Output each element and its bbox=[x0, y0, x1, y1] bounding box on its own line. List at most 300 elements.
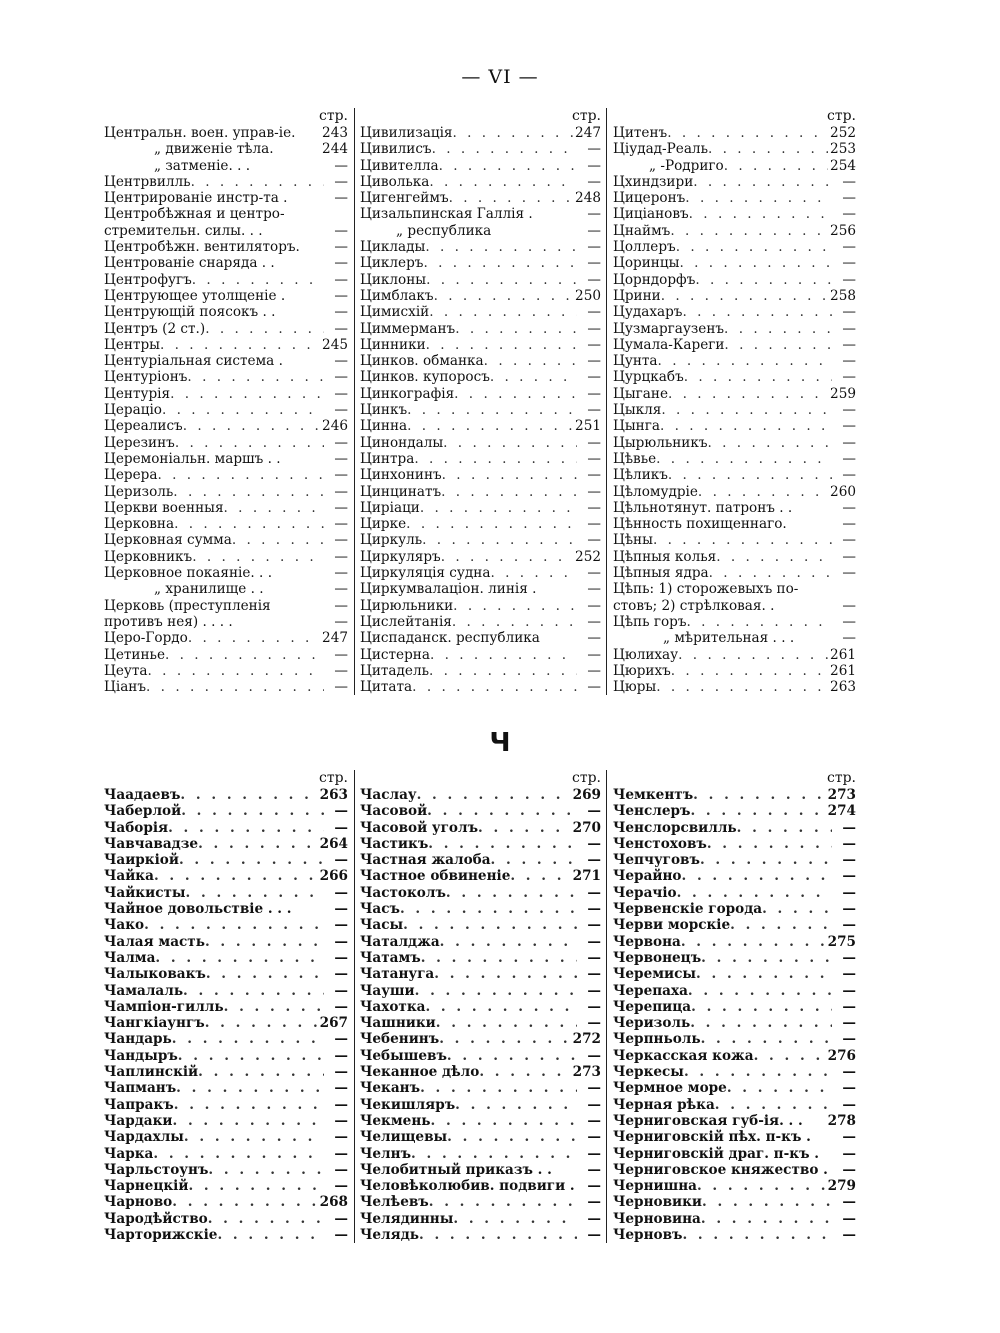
entry-page: — bbox=[334, 613, 348, 630]
index-entry bbox=[613, 820, 856, 836]
leader-dots bbox=[432, 141, 577, 157]
entry-page: 272 bbox=[572, 1031, 601, 1048]
index-entry bbox=[360, 1146, 601, 1162]
leader-dots bbox=[724, 158, 828, 174]
index-entry bbox=[613, 418, 856, 434]
leader-dots bbox=[188, 630, 320, 646]
entry-term: Часовой уголъ bbox=[360, 819, 479, 836]
index-entry bbox=[613, 304, 856, 320]
page-column-header: стр. bbox=[572, 108, 601, 124]
entry-page: — bbox=[842, 173, 856, 190]
leader-dots bbox=[183, 983, 324, 999]
leader-dots bbox=[684, 369, 832, 385]
entry-term: Церковная сумма bbox=[104, 532, 232, 549]
entry-page: — bbox=[842, 271, 856, 288]
index-entry bbox=[613, 966, 856, 982]
entry-term: Центуріальная система . bbox=[104, 353, 283, 370]
index-entry bbox=[613, 950, 856, 966]
entry-term: Чайка bbox=[104, 868, 154, 885]
index-entry bbox=[104, 532, 348, 548]
leader-dots bbox=[730, 917, 832, 933]
leader-dots bbox=[702, 1194, 832, 1210]
index-entry bbox=[104, 581, 348, 597]
index-column-1 bbox=[104, 108, 354, 695]
entry-term: „ затменіе. . . bbox=[154, 157, 251, 174]
entry-page: — bbox=[334, 949, 348, 966]
leader-dots bbox=[682, 1227, 832, 1243]
leader-dots bbox=[661, 402, 832, 418]
entry-term: Цѣпныя ядра bbox=[613, 565, 709, 582]
index-entry bbox=[613, 1162, 856, 1178]
entry-term: Чародѣйство bbox=[104, 1210, 208, 1227]
entry-term: Цивилизація bbox=[360, 125, 453, 141]
entry-page: — bbox=[587, 597, 601, 614]
entry-page: — bbox=[334, 402, 348, 419]
entry-term: Циркуль bbox=[360, 532, 423, 549]
entry-term: Черниговская губ-ія. . . bbox=[613, 1112, 803, 1129]
index-entry bbox=[104, 1048, 348, 1064]
entry-term: „ хранилище . . bbox=[154, 581, 264, 598]
index-entry bbox=[104, 630, 348, 646]
entry-term: Цимблакъ bbox=[360, 287, 434, 304]
index-entry bbox=[104, 125, 348, 141]
entry-page: — bbox=[334, 483, 348, 500]
index-entry bbox=[104, 516, 348, 532]
index-entry bbox=[613, 787, 856, 803]
index-entry bbox=[104, 435, 348, 451]
index-entry bbox=[104, 500, 348, 516]
entry-page: 253 bbox=[830, 141, 856, 158]
entry-page: — bbox=[842, 467, 856, 484]
leader-dots bbox=[426, 272, 577, 288]
index-entry bbox=[104, 467, 348, 483]
entry-term: Цыгане bbox=[613, 385, 669, 402]
entry-page: 256 bbox=[830, 222, 856, 239]
leader-dots bbox=[691, 999, 832, 1015]
entry-term: Цицеронъ bbox=[613, 190, 686, 207]
leader-dots bbox=[701, 950, 832, 966]
entry-term: Челобитный приказъ . . bbox=[360, 1161, 552, 1178]
entry-term: Черная рѣка bbox=[613, 1096, 715, 1113]
index-entry bbox=[613, 255, 856, 271]
leader-dots bbox=[412, 679, 577, 695]
index-entry bbox=[104, 787, 348, 803]
index-entry bbox=[104, 239, 348, 255]
index-entry bbox=[360, 852, 601, 868]
leader-dots bbox=[434, 288, 573, 304]
entry-term: Черниговскій пѣх. п-къ . bbox=[613, 1129, 811, 1146]
index-entry bbox=[360, 337, 601, 353]
index-entry bbox=[613, 451, 856, 467]
index-column-2 bbox=[354, 770, 606, 1243]
index-entry bbox=[613, 614, 856, 630]
index-entry bbox=[360, 435, 601, 451]
entry-page: — bbox=[842, 450, 856, 467]
entry-term: Ченслеръ bbox=[613, 803, 691, 820]
entry-page: 270 bbox=[572, 819, 601, 836]
entry-page: — bbox=[334, 173, 348, 190]
entry-page: — bbox=[587, 1145, 601, 1162]
entry-term: Цнаймъ bbox=[613, 222, 671, 239]
entry-term: Центурія bbox=[104, 385, 171, 402]
index-entry bbox=[613, 402, 856, 418]
entry-page: — bbox=[587, 222, 601, 239]
leader-dots bbox=[407, 402, 577, 418]
section-letter: Ч bbox=[489, 728, 511, 758]
entry-term: Часлау bbox=[360, 787, 417, 803]
entry-page: — bbox=[334, 1129, 348, 1146]
leader-dots bbox=[447, 1129, 577, 1145]
leader-dots bbox=[157, 467, 324, 483]
entry-page: — bbox=[587, 917, 601, 934]
entry-page: — bbox=[334, 597, 348, 614]
leader-dots bbox=[148, 663, 324, 679]
entry-term: Цюры bbox=[613, 679, 657, 696]
entry-page: — bbox=[334, 385, 348, 402]
leader-dots bbox=[685, 190, 832, 206]
entry-term: Черновики bbox=[613, 1194, 703, 1211]
entry-page: — bbox=[842, 613, 856, 630]
entry-term: Циклоны bbox=[360, 271, 427, 288]
entry-page: 247 bbox=[322, 630, 348, 647]
leader-dots bbox=[208, 1211, 324, 1227]
index-entry bbox=[360, 467, 601, 483]
leader-dots bbox=[417, 787, 571, 803]
entry-term: стремительн. силы. . . bbox=[104, 222, 263, 239]
entry-page: — bbox=[587, 835, 601, 852]
page-column-header: стр. bbox=[319, 108, 348, 124]
entry-page: — bbox=[842, 917, 856, 934]
index-entry bbox=[613, 353, 856, 369]
index-entry bbox=[104, 1211, 348, 1227]
leader-dots bbox=[491, 852, 577, 868]
entry-term: Цоринцы bbox=[613, 255, 680, 272]
entry-term: Центрвилль bbox=[104, 173, 191, 190]
entry-page: — bbox=[587, 1227, 601, 1244]
entry-page: — bbox=[334, 222, 348, 239]
index-entry bbox=[613, 174, 856, 190]
entry-term: Цитадель bbox=[360, 662, 429, 679]
index-entry bbox=[613, 565, 856, 581]
entry-term: Цыкля bbox=[613, 402, 662, 419]
index-entry bbox=[613, 983, 856, 999]
leader-dots bbox=[707, 836, 832, 852]
leader-dots bbox=[429, 304, 577, 320]
entry-page: — bbox=[334, 1210, 348, 1227]
index-entry bbox=[104, 1031, 348, 1047]
index-entry bbox=[360, 885, 601, 901]
index-entry bbox=[360, 901, 601, 917]
entry-term: Чарторижскіе bbox=[104, 1227, 218, 1244]
index-entry bbox=[104, 565, 348, 581]
page-column-header: стр. bbox=[319, 770, 348, 786]
index-entry bbox=[104, 679, 348, 695]
entry-term: Черкесы bbox=[613, 1064, 684, 1081]
index-entry bbox=[360, 239, 601, 255]
entry-term: Центры bbox=[104, 336, 161, 353]
entry-term: Цумала-Кареги bbox=[613, 336, 725, 353]
entry-term: Цѣвье bbox=[613, 450, 657, 467]
entry-term: Цѣломудріе bbox=[613, 483, 698, 500]
index-entry bbox=[360, 288, 601, 304]
entry-page: 261 bbox=[830, 646, 856, 663]
entry-page: — bbox=[587, 1178, 601, 1195]
entry-page: — bbox=[842, 418, 856, 435]
leader-dots bbox=[661, 288, 828, 304]
index-entry bbox=[360, 1048, 601, 1064]
leader-dots bbox=[701, 1211, 832, 1227]
entry-term: „ республика bbox=[396, 222, 492, 239]
entry-page: 250 bbox=[575, 287, 601, 304]
leader-dots bbox=[724, 337, 832, 353]
index-entry bbox=[104, 901, 348, 917]
index-entry bbox=[613, 500, 856, 516]
leader-dots bbox=[716, 549, 832, 565]
index-entry bbox=[104, 206, 348, 222]
entry-page: 263 bbox=[830, 679, 856, 696]
entry-term: Церемоніальн. маршъ . . bbox=[104, 450, 281, 467]
entry-term: Цунта bbox=[613, 353, 658, 370]
entry-page: — bbox=[587, 271, 601, 288]
index-entry bbox=[104, 966, 348, 982]
entry-page: — bbox=[587, 173, 601, 190]
leader-dots bbox=[174, 1097, 324, 1113]
entry-page: — bbox=[587, 206, 601, 223]
entry-page: — bbox=[334, 901, 348, 918]
entry-term: Цинков. обманка bbox=[360, 353, 484, 370]
leader-dots bbox=[162, 402, 324, 418]
entry-term: Цирке bbox=[360, 516, 407, 533]
entry-term: Церковна bbox=[104, 516, 175, 533]
entry-page: — bbox=[842, 819, 856, 836]
entry-term: Чекишляръ bbox=[360, 1096, 456, 1113]
entry-term: Чекмень bbox=[360, 1112, 431, 1129]
index-entry bbox=[104, 950, 348, 966]
leader-dots bbox=[422, 532, 577, 548]
entry-page: — bbox=[587, 141, 601, 158]
index-entry bbox=[360, 836, 601, 852]
entry-term: Чангкіаунгъ bbox=[104, 1015, 205, 1032]
leader-dots bbox=[188, 1178, 324, 1194]
entry-term: Цинкографія bbox=[360, 385, 455, 402]
entry-term: Чапракъ bbox=[104, 1096, 174, 1113]
index-entry bbox=[613, 1064, 856, 1080]
leader-dots bbox=[452, 614, 577, 630]
entry-term: Частное обвиненіе bbox=[360, 868, 511, 885]
index-entry bbox=[360, 917, 601, 933]
entry-term: Чарльстоунъ bbox=[104, 1161, 209, 1178]
index-entry bbox=[104, 917, 348, 933]
leader-dots bbox=[693, 787, 825, 803]
leader-dots bbox=[420, 1080, 577, 1096]
index-entry bbox=[104, 1064, 348, 1080]
entry-page: — bbox=[842, 434, 856, 451]
leader-dots bbox=[179, 852, 324, 868]
leader-dots bbox=[165, 647, 324, 663]
entry-page: — bbox=[334, 467, 348, 484]
entry-term: Цинондалы bbox=[360, 434, 444, 451]
entry-term: Чаплинскій bbox=[104, 1064, 199, 1081]
index-column-1 bbox=[104, 770, 354, 1243]
index-entry bbox=[360, 304, 601, 320]
leader-dots bbox=[682, 304, 832, 320]
index-entry bbox=[613, 1048, 856, 1064]
index-entry bbox=[104, 223, 348, 239]
leader-dots bbox=[484, 353, 577, 369]
index-entry bbox=[104, 402, 348, 418]
entry-term: Часы bbox=[360, 917, 404, 934]
index-entry bbox=[104, 836, 348, 852]
leader-dots bbox=[670, 223, 828, 239]
entry-page: — bbox=[587, 949, 601, 966]
entry-page: 263 bbox=[319, 787, 348, 803]
entry-term: Чатамъ bbox=[360, 949, 421, 966]
leader-dots bbox=[479, 1064, 570, 1080]
entry-page: 254 bbox=[830, 157, 856, 174]
entry-term: Ціудад-Реаль bbox=[613, 141, 708, 158]
index-entry bbox=[613, 386, 856, 402]
entry-term: Черпньоль bbox=[613, 1031, 701, 1048]
entry-page: — bbox=[334, 499, 348, 516]
entry-term: Черкасская кожа bbox=[613, 1047, 754, 1064]
index-entry bbox=[360, 484, 601, 500]
entry-page: — bbox=[842, 190, 856, 207]
index-entry bbox=[613, 467, 856, 483]
entry-page: 252 bbox=[575, 548, 601, 565]
entry-page: — bbox=[842, 206, 856, 223]
entry-term: Чатануга bbox=[360, 966, 435, 983]
leader-dots bbox=[454, 386, 577, 402]
leader-dots bbox=[198, 1064, 324, 1080]
entry-page: — bbox=[334, 679, 348, 696]
leader-dots bbox=[679, 255, 832, 271]
leader-dots bbox=[174, 516, 324, 532]
index-entry bbox=[360, 803, 601, 819]
index-entry bbox=[360, 532, 601, 548]
index-entry bbox=[104, 1113, 348, 1129]
entry-page: — bbox=[842, 982, 856, 999]
entry-page: — bbox=[842, 835, 856, 852]
leader-dots bbox=[205, 321, 324, 337]
entry-term: Цѣнность похищеннаго. bbox=[613, 516, 787, 533]
leader-dots bbox=[708, 435, 832, 451]
entry-page: — bbox=[842, 255, 856, 272]
entry-term: Чако bbox=[104, 917, 145, 934]
index-entry bbox=[360, 983, 601, 999]
index-column-2 bbox=[354, 108, 606, 695]
entry-page: — bbox=[587, 998, 601, 1015]
index-entry bbox=[104, 288, 348, 304]
leader-dots bbox=[709, 565, 832, 581]
entry-page: — bbox=[842, 304, 856, 321]
entry-term: Цорндорфъ bbox=[613, 271, 696, 288]
entry-term: Черви морскіе bbox=[613, 917, 731, 934]
entry-page: — bbox=[587, 613, 601, 630]
entry-term: Черепица bbox=[613, 998, 692, 1015]
entry-term: Цирюльники bbox=[360, 597, 454, 614]
entry-page: — bbox=[334, 884, 348, 901]
index-entry bbox=[613, 435, 856, 451]
index-entry bbox=[613, 803, 856, 819]
entry-page: — bbox=[334, 852, 348, 869]
index-entry bbox=[613, 239, 856, 255]
entry-term: Центрующее утолщеніе . bbox=[104, 287, 286, 304]
index-entry bbox=[104, 885, 348, 901]
entry-page: 267 bbox=[319, 1015, 348, 1032]
entry-term: Цивилисъ bbox=[360, 141, 432, 158]
leader-dots bbox=[192, 549, 324, 565]
index-entry bbox=[613, 532, 856, 548]
entry-page: — bbox=[842, 1031, 856, 1048]
index-entry bbox=[360, 787, 601, 803]
index-entry bbox=[360, 500, 601, 516]
entry-term: Цинтра bbox=[360, 450, 415, 467]
entry-page: — bbox=[587, 450, 601, 467]
entry-term: Церизоль bbox=[104, 483, 174, 500]
entry-term: Циклады bbox=[360, 239, 426, 256]
entry-page: — bbox=[334, 1178, 348, 1195]
entry-page: — bbox=[587, 646, 601, 663]
index-entry bbox=[360, 206, 601, 222]
entry-term: Черновина bbox=[613, 1210, 701, 1227]
entry-term: Частоколъ bbox=[360, 884, 446, 901]
entry-page: 258 bbox=[830, 287, 856, 304]
index-entry bbox=[613, 836, 856, 852]
leader-dots bbox=[695, 272, 832, 288]
leader-dots bbox=[170, 386, 324, 402]
index-entry bbox=[360, 353, 601, 369]
leader-dots bbox=[400, 901, 577, 917]
entry-term: „ -Родриго bbox=[649, 157, 724, 174]
index-entry bbox=[104, 820, 348, 836]
leader-dots bbox=[671, 663, 828, 679]
entry-page: — bbox=[587, 982, 601, 999]
leader-dots bbox=[420, 500, 577, 516]
leader-dots bbox=[436, 1015, 577, 1031]
leader-dots bbox=[419, 1227, 577, 1243]
entry-term: Чайное довольствіе . . . bbox=[104, 901, 292, 918]
index-block-ch bbox=[104, 770, 856, 1243]
entry-term: Чаберлой bbox=[104, 803, 182, 820]
entry-page: — bbox=[842, 998, 856, 1015]
entry-page: — bbox=[334, 353, 348, 370]
entry-term: Червонецъ bbox=[613, 949, 702, 966]
entry-term: Чалма bbox=[104, 949, 156, 966]
entry-page: — bbox=[587, 353, 601, 370]
index-entry bbox=[360, 516, 601, 532]
entry-page: — bbox=[587, 1096, 601, 1113]
entry-page: — bbox=[587, 304, 601, 321]
entry-page: — bbox=[842, 402, 856, 419]
leader-dots bbox=[430, 647, 577, 663]
entry-page: — bbox=[334, 1064, 348, 1081]
entry-term: Цинна bbox=[360, 418, 408, 435]
leader-dots bbox=[676, 239, 832, 255]
entry-term: Чамалаль bbox=[104, 982, 184, 999]
index-entry bbox=[360, 255, 601, 271]
entry-term: Чаадаевъ bbox=[104, 787, 181, 803]
index-entry bbox=[360, 141, 601, 157]
entry-term: Ченстоховъ bbox=[613, 835, 707, 852]
index-entry bbox=[104, 418, 348, 434]
entry-term: Цынга bbox=[613, 418, 660, 435]
index-entry bbox=[104, 369, 348, 385]
entry-page: 273 bbox=[827, 787, 856, 803]
index-entry bbox=[104, 647, 348, 663]
entry-term: Цимисхій bbox=[360, 304, 430, 321]
entry-page: — bbox=[842, 1096, 856, 1113]
index-entry bbox=[104, 190, 348, 206]
